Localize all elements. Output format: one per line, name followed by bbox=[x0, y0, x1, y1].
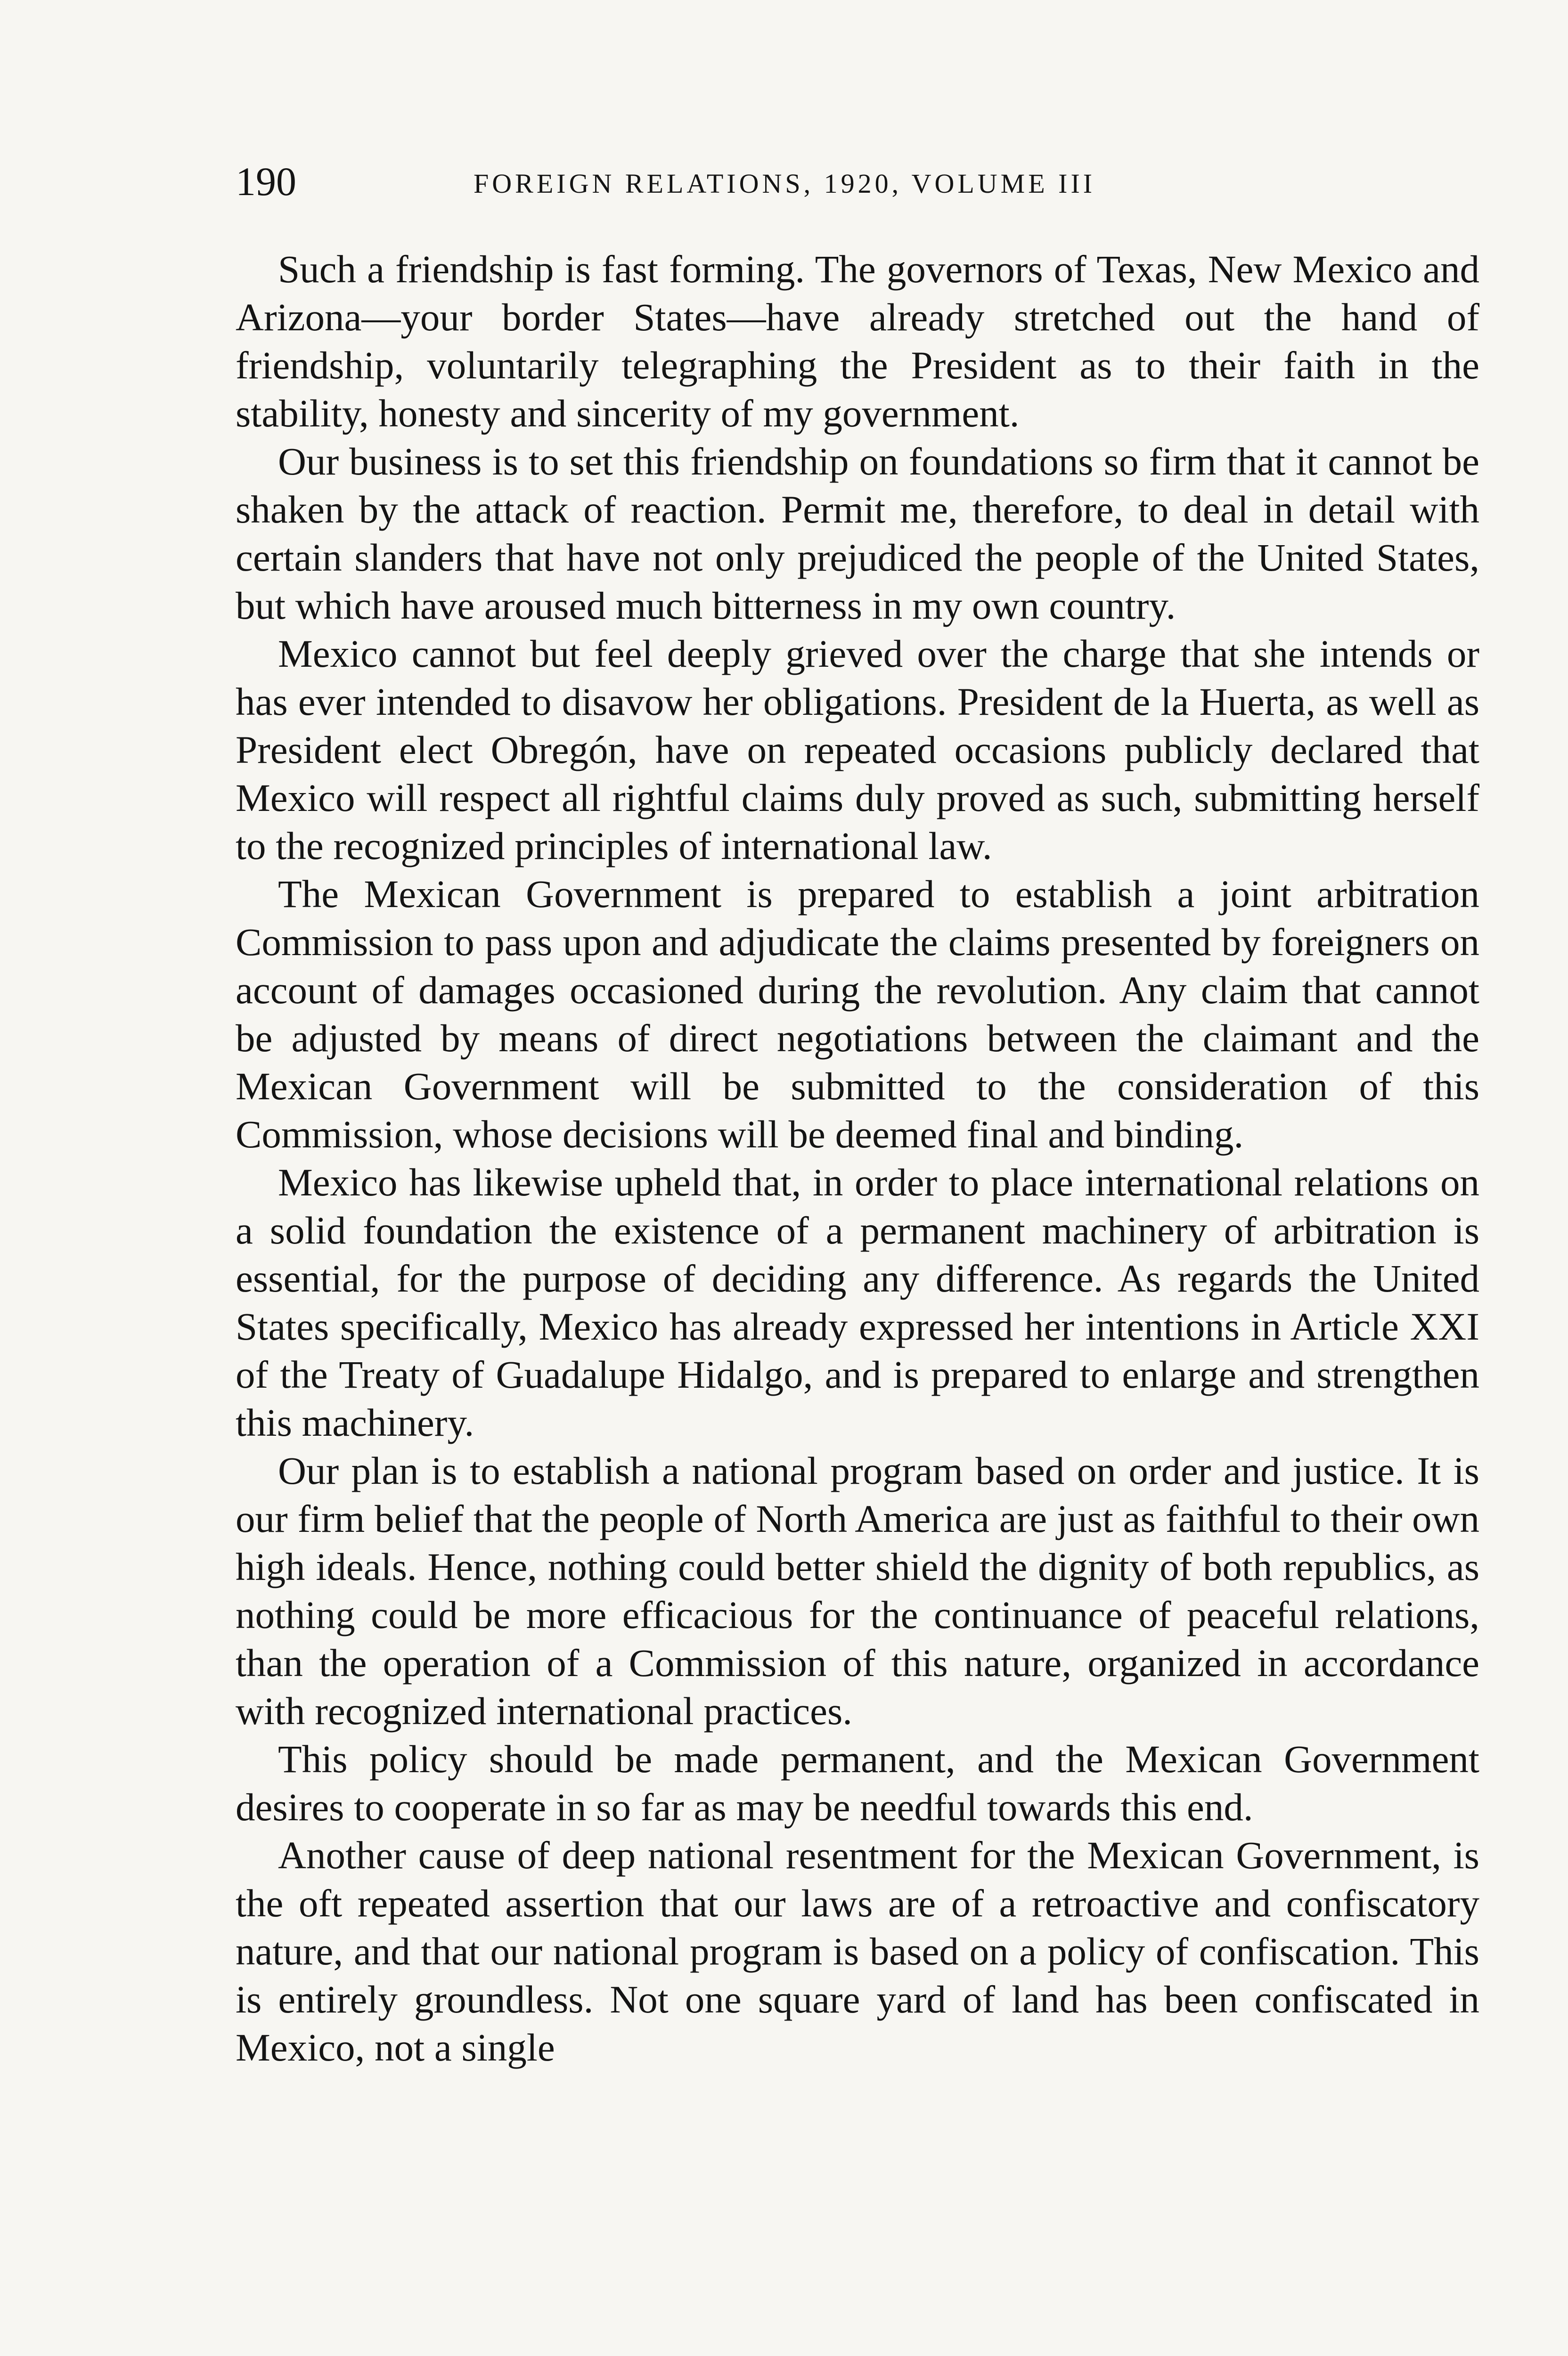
paragraph: Mexico cannot but feel deeply grieved over the charge that she intends or has ever intended to disavow her obligations. President de la Huerta, as well as President elect Obregón, have on repeated occasions publicly declared that Mexico will respect all rightful claims duly proved as such, submitting herself to the recognized principles of international law. bbox=[236, 632, 1479, 867]
body-text bbox=[236, 245, 1479, 2071]
paragraph: The Mexican Government is prepared to establish a joint arbitration Commission to pass upon and adjudicate the claims presented by foreigners on account of damages occasioned during the revolution. Any claim that cannot be adjusted by means of direct negotiations between the claimant and the Mexican Government will be submitted to the consideration of this Commission, whose decisions will be deemed final and binding. bbox=[236, 872, 1479, 1156]
page-number: 190 bbox=[236, 159, 296, 204]
page-header bbox=[236, 155, 1479, 207]
running-head: FOREIGN RELATIONS, 1920, VOLUME III bbox=[474, 168, 1096, 199]
paragraph: This policy should be made permanent, and the Mexican Government desires to cooperate in so far as may be needful towards this end. bbox=[236, 1737, 1479, 1829]
paragraph: Such a friendship is fast forming. The governors of Texas, New Mexico and Arizona—your border States—have already stretched out the hand of friendship, voluntarily telegraphing the President as to their faith in the stability, honesty and sincerity of my government. bbox=[236, 247, 1479, 435]
paragraph: Mexico has likewise upheld that, in order to place international relations on a solid foundation the existence of a permanent machinery of arbitration is essential, for the purpose of deciding any difference. As regards the United States specifically, Mexico has already expressed her intentions in Article XXI of the Treaty of Guadalupe Hidalgo, and is prepared to enlarge and strengthen this machinery. bbox=[236, 1161, 1479, 1444]
paragraph: Another cause of deep national resentment for the Mexican Government, is the oft repeated assertion that our laws are of a retroactive and confiscatory nature, and that our national program is based on a policy of confiscation. This is entirely groundless. Not one square yard of land has been confiscated in Mexico, not a single bbox=[236, 1833, 1479, 2069]
paragraph: Our plan is to establish a national program based on order and justice. It is our firm belief that the people of North America are just as faithful to their own high ideals. Hence, nothing could better shield the dignity of both republics, as nothing could be more efficacious for the continuance of peaceful relations, than the operation of a Commission of this nature, organized in accordance with recognized international practices. bbox=[236, 1449, 1479, 1733]
paragraph: Our business is to set this friendship on foundations so firm that it cannot be shaken by the attack of reaction. Permit me, therefore, to deal in detail with certain slanders that have not only prejudiced the people of the United States, but which have aroused much bitterness in my own country. bbox=[236, 440, 1479, 627]
